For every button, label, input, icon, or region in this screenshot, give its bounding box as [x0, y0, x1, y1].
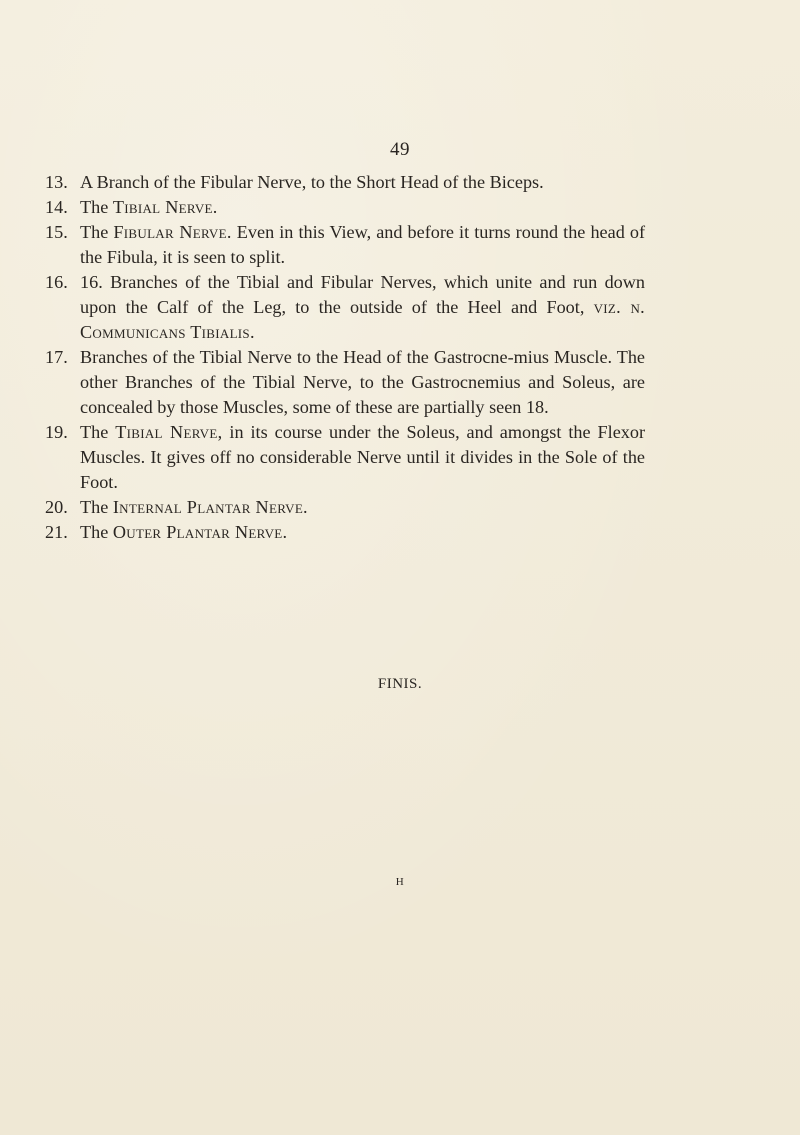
entry-number: 20. [45, 497, 68, 517]
entry-text [80, 495, 645, 520]
entry-text-part: Even in this View, and before it turns round the head of the Fibula, it is seen to split. [80, 222, 646, 267]
entry-text-part: The [80, 222, 114, 242]
entry-text-part: The [80, 422, 116, 442]
entry-text-part: Branches of the Tibial Nerve to the Head of the Gastrocne-mius Muscle. The other Branches of the Tibial Nerve, to the Gastrocnemius and Soleus, are concealed by those Muscles, some of these are partially seen 18. [80, 347, 645, 417]
signature-mark: H [395, 876, 405, 888]
entry-number: 19. [45, 422, 68, 442]
legend-entry [0, 520, 800, 545]
entry-text [80, 195, 645, 220]
entry-text-part: 16. Branches of the Tibial and Fibular Nerves, which unite and run down upon the Calf of the Leg, to the outside of the Heel and Foot, [80, 272, 645, 317]
finis-text: FINIS. [377, 676, 423, 692]
nerve-name: Outer Plantar Nerve. [112, 522, 288, 542]
entry-text [80, 345, 645, 420]
entry-text [80, 420, 645, 495]
entry-text [80, 270, 645, 345]
entry-number: 17. [45, 347, 68, 367]
nerve-name: Tibial Nerve, [115, 422, 223, 442]
entry-number: 15. [45, 222, 68, 242]
legend-entry [0, 220, 800, 270]
entry-text-part: in its course under the Soleus, and amongst the Flexor Muscles. It gives off no considerable Nerve until it divides in the Sole of the Foot. [80, 422, 646, 492]
legend-entry [0, 170, 800, 195]
entry-text-part: The [80, 497, 113, 517]
entry-text [80, 520, 645, 545]
entry-text [80, 220, 645, 270]
legend-entry [0, 345, 800, 420]
nerve-name: Fibular Nerve. [113, 222, 232, 242]
entry-text [80, 170, 645, 195]
entry-number: 13. [45, 172, 68, 192]
legend-entry [0, 270, 800, 345]
legend-entry [0, 420, 800, 495]
nerve-name: viz. n. Communicans Tibialis. [80, 297, 645, 342]
entry-text-part: A Branch of the Fibular Nerve, to the Short Head of the Biceps. [80, 172, 544, 192]
legend-entry [0, 495, 800, 520]
entry-text-part: The [80, 522, 113, 542]
legend-entry [0, 195, 800, 220]
entry-text-part: The [80, 197, 113, 217]
nerve-name: Tibial Nerve. [112, 197, 218, 217]
entry-number: 21. [45, 522, 68, 542]
entry-number: 14. [45, 197, 68, 217]
entry-number: 16. [45, 272, 68, 292]
figure-legend-list [0, 170, 800, 545]
page-number: 49 [390, 139, 410, 160]
nerve-name: Internal Plantar Nerve. [112, 497, 308, 517]
